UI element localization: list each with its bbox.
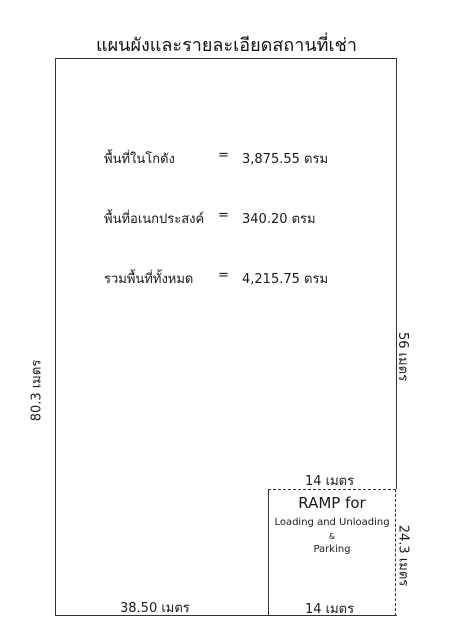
left-height-dimension: 80.3 เมตร	[29, 359, 45, 422]
ramp-top-dimension: 14 เมตร	[305, 474, 355, 489]
ramp-bottom-dimension: 14 เมตร	[305, 602, 355, 617]
warehouse-area-label: พื้นที่ในโกดัง	[104, 152, 175, 167]
plan-title: แผนผังและรายละเอียดสถานที่เช่า	[96, 35, 357, 56]
multipurpose-area-label: พื้นที่อเนกประสงค์	[104, 212, 205, 227]
right-upper-dimension: 56 เมตร	[395, 331, 411, 382]
warehouse-area-value: 3,875.55 ตรม	[242, 152, 329, 167]
ramp-line-loading: Loading and Unloading	[274, 517, 390, 528]
total-area-equals: =	[218, 268, 229, 283]
ramp-right-dimension: 24.3 เมตร	[395, 524, 411, 587]
ramp-line-ampersand: &	[328, 532, 336, 541]
site-right-edge	[396, 58, 397, 489]
ramp-line-parking: Parking	[313, 544, 351, 555]
total-area-label: รวมพื้นที่ทั้งหมด	[104, 272, 194, 287]
multipurpose-area-value: 340.20 ตรม	[242, 212, 316, 227]
bottom-left-dimension: 38.50 เมตร	[120, 601, 190, 616]
multipurpose-area-equals: =	[218, 208, 229, 223]
ramp-title: RAMP for	[298, 494, 366, 512]
warehouse-area-equals: =	[218, 148, 229, 163]
total-area-value: 4,215.75 ตรม	[242, 272, 329, 287]
